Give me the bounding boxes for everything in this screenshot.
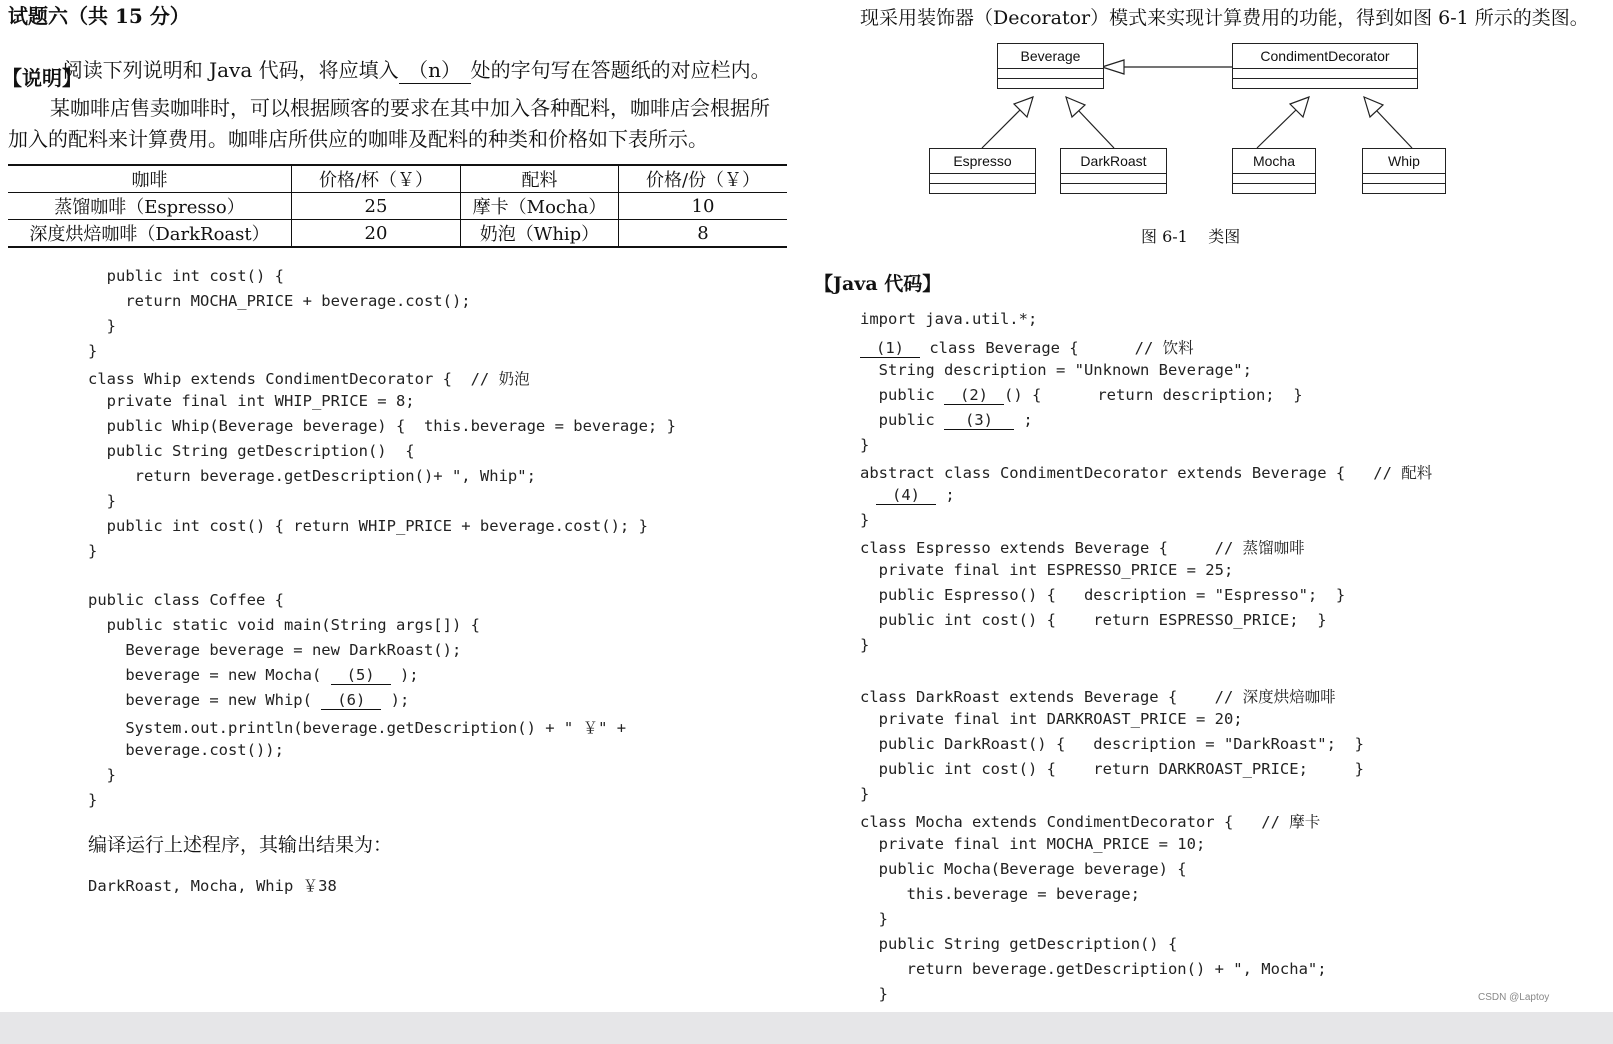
- uml-class-mocha: [1232, 148, 1316, 194]
- right-code-line: public String getDescription() {: [860, 935, 1178, 953]
- code-text: beverage = new Mocha(: [88, 666, 331, 684]
- left-code-line-16: Beverage beverage = new DarkRoast();: [88, 641, 462, 659]
- table-cell: 25: [292, 193, 461, 220]
- code-text: beverage = new Whip(: [88, 691, 322, 709]
- left-code-line-6: private final int WHIP_PRICE = 8;: [88, 392, 415, 410]
- left-code-line-10: }: [88, 492, 116, 510]
- code-text: ;: [936, 486, 955, 504]
- table-cell: 蒸馏咖啡（Espresso）: [8, 193, 292, 220]
- right-code-line: this.beverage = beverage;: [860, 885, 1140, 903]
- uml-class-name: DarkRoast: [1061, 149, 1166, 174]
- uml-inherit-line: [982, 108, 1022, 148]
- description-line-2: 加入的配料来计算费用。咖啡店所供应的咖啡及配料的种类和价格如下表所示。: [8, 127, 708, 151]
- left-code-line-14: public class Coffee {: [88, 591, 284, 609]
- left-code-line-11: public int cost() { return WHIP_PRICE + beverage.cost(); }: [88, 517, 648, 535]
- code-text: );: [381, 691, 410, 709]
- uml-class-beverage: [997, 43, 1104, 89]
- left-code-line-9: return beverage.getDescription()+ ", Whip";: [88, 467, 536, 485]
- right-code-line: class DarkRoast extends Beverage { // 深度烘焙咖啡: [860, 688, 1336, 706]
- right-code-line: public Espresso() { description = "Espresso"; }: [860, 586, 1346, 604]
- right-code-close-brace: }: [860, 436, 870, 454]
- left-code-line-12: }: [88, 542, 98, 560]
- right-code-line: return beverage.getDescription() + ", Mocha";: [860, 960, 1327, 978]
- code-text: class Beverage { // 饮料: [920, 339, 1194, 357]
- right-code-getdescription: [860, 386, 1303, 405]
- right-code-decorator-field: [860, 486, 955, 505]
- code-blank-5: (5): [331, 666, 391, 685]
- uml-class-darkroast: [1060, 148, 1167, 194]
- uml-class-name: CondimentDecorator: [1233, 44, 1417, 69]
- uml-inherit-line: [1078, 110, 1114, 148]
- right-code-line: public int cost() { return DARKROAST_PRICE; }: [860, 760, 1364, 778]
- right-code-line: private final int DARKROAST_PRICE = 20;: [860, 710, 1243, 728]
- program-output: DarkRoast, Mocha, Whip ￥38: [88, 877, 337, 895]
- csdn-watermark: CSDN @Laptoy: [1478, 992, 1550, 1003]
- code-blank-3: (3): [944, 411, 1014, 430]
- table-cell: 摩卡（Mocha）: [461, 193, 619, 220]
- code-text: );: [390, 666, 419, 684]
- left-code-line-7: public Whip(Beverage beverage) { this.beverage = beverage; }: [88, 417, 676, 435]
- right-code-beverage-decl: [860, 336, 1194, 358]
- uml-class-whip: [1362, 148, 1446, 194]
- instruction-text-pre: 阅读下列说明和 Java 代码，将应填入: [62, 58, 399, 82]
- right-code-line: private final int ESPRESSO_PRICE = 25;: [860, 561, 1234, 579]
- table-header-cup-price: 价格/杯（￥）: [292, 165, 461, 193]
- description-line-1: 某咖啡店售卖咖啡时，可以根据顾客的要求在其中加入各种配料，咖啡店会根据所: [50, 96, 770, 120]
- uml-inherit-line: [1257, 108, 1298, 148]
- instruction-blank-n: （n）: [399, 54, 471, 84]
- right-code-line: class Mocha extends CondimentDecorator { // 摩卡: [860, 813, 1321, 831]
- left-code-line-18: [88, 691, 409, 710]
- table-cell: 8: [619, 220, 788, 248]
- decorator-intro: 现采用装饰器（Decorator）模式来实现计算费用的功能，得到如图 6-1 所示的类图。: [860, 7, 1589, 29]
- code-blank-4: (4): [876, 486, 936, 505]
- table-header-coffee: 咖啡: [8, 165, 292, 193]
- left-code-line-22: }: [88, 791, 98, 809]
- code-blank-1: (1): [860, 339, 920, 358]
- left-code-line-1: public int cost() {: [88, 267, 284, 285]
- right-code-import: import java.util.*;: [860, 310, 1038, 328]
- bottom-background-strip: [0, 1012, 1613, 1044]
- right-code-description-field: String description = "Unknown Beverage";: [860, 361, 1252, 379]
- table-cell: 20: [292, 220, 461, 248]
- code-text: () { return description; }: [1004, 386, 1303, 404]
- code-blank-2: (2): [944, 386, 1004, 405]
- right-code-line: }: [860, 785, 870, 803]
- java-code-label: 【Java 代码】: [814, 273, 942, 295]
- uml-class-name: Whip: [1363, 149, 1445, 174]
- uml-class-espresso: [929, 148, 1036, 194]
- right-code-decorator-decl: abstract class CondimentDecorator extends Beverage { // 配料: [860, 464, 1433, 482]
- right-code-line: public Mocha(Beverage beverage) {: [860, 860, 1187, 878]
- uml-inherit-arrowhead: [1014, 97, 1033, 117]
- table-cell: 深度烘焙咖啡（DarkRoast）: [8, 220, 292, 248]
- left-code-line-8: public String getDescription() {: [88, 442, 415, 460]
- uml-connectors: [0, 0, 1613, 260]
- left-code-line-5: class Whip extends CondimentDecorator { // 奶泡: [88, 370, 530, 388]
- uml-class-name: Mocha: [1233, 149, 1315, 174]
- uml-inherit-line: [1376, 110, 1412, 148]
- right-code-line: }: [860, 636, 870, 654]
- question-title: 试题六（共 15 分）: [8, 4, 190, 28]
- left-code-line-20: beverage.cost());: [88, 741, 284, 759]
- code-text: public: [860, 386, 944, 404]
- code-text: public: [860, 411, 944, 429]
- left-code-line-21: }: [88, 766, 116, 784]
- left-code-line-15: public static void main(String args[]) {: [88, 616, 480, 634]
- left-code-line-2: return MOCHA_PRICE + beverage.cost();: [88, 292, 471, 310]
- right-code-line: private final int MOCHA_PRICE = 10;: [860, 835, 1206, 853]
- table-cell: 奶泡（Whip）: [461, 220, 619, 248]
- right-code-line: }: [860, 511, 870, 529]
- left-code-line-19: System.out.println(beverage.getDescription() + " ￥" +: [88, 719, 627, 737]
- section-label-description: 【说明】: [2, 66, 82, 90]
- uml-class-name: Beverage: [998, 44, 1103, 69]
- instruction-text-post: 处的字句写在答题纸的对应栏内。: [470, 58, 771, 82]
- table-header-condiment: 配料: [461, 165, 619, 193]
- right-code-cost-abstract: [860, 411, 1033, 430]
- table-header-portion-price: 价格/份（￥）: [619, 165, 788, 193]
- left-code-line-3: }: [88, 317, 116, 335]
- code-text: ;: [1014, 411, 1033, 429]
- left-code-line-17: [88, 666, 419, 685]
- output-label: 编译运行上述程序，其输出结果为：: [88, 834, 393, 856]
- table-cell: 10: [619, 193, 788, 220]
- right-code-line: public DarkRoast() { description = "DarkRoast"; }: [860, 735, 1364, 753]
- right-code-line: class Espresso extends Beverage { // 蒸馏咖啡: [860, 539, 1305, 557]
- uml-class-name: Espresso: [930, 149, 1035, 174]
- right-code-line: }: [860, 910, 888, 928]
- uml-inherit-arrowhead: [1290, 97, 1309, 117]
- figure-caption: 图 6-1 类图: [1141, 227, 1241, 246]
- uml-class-condiment-decorator: [1232, 43, 1418, 89]
- code-blank-6: (6): [321, 691, 381, 710]
- right-code-line: public int cost() { return ESPRESSO_PRICE; }: [860, 611, 1327, 629]
- left-code-line-4: }: [88, 342, 98, 360]
- right-code-line: }: [860, 985, 888, 1003]
- uml-aggregation-arrowhead: [1102, 60, 1124, 74]
